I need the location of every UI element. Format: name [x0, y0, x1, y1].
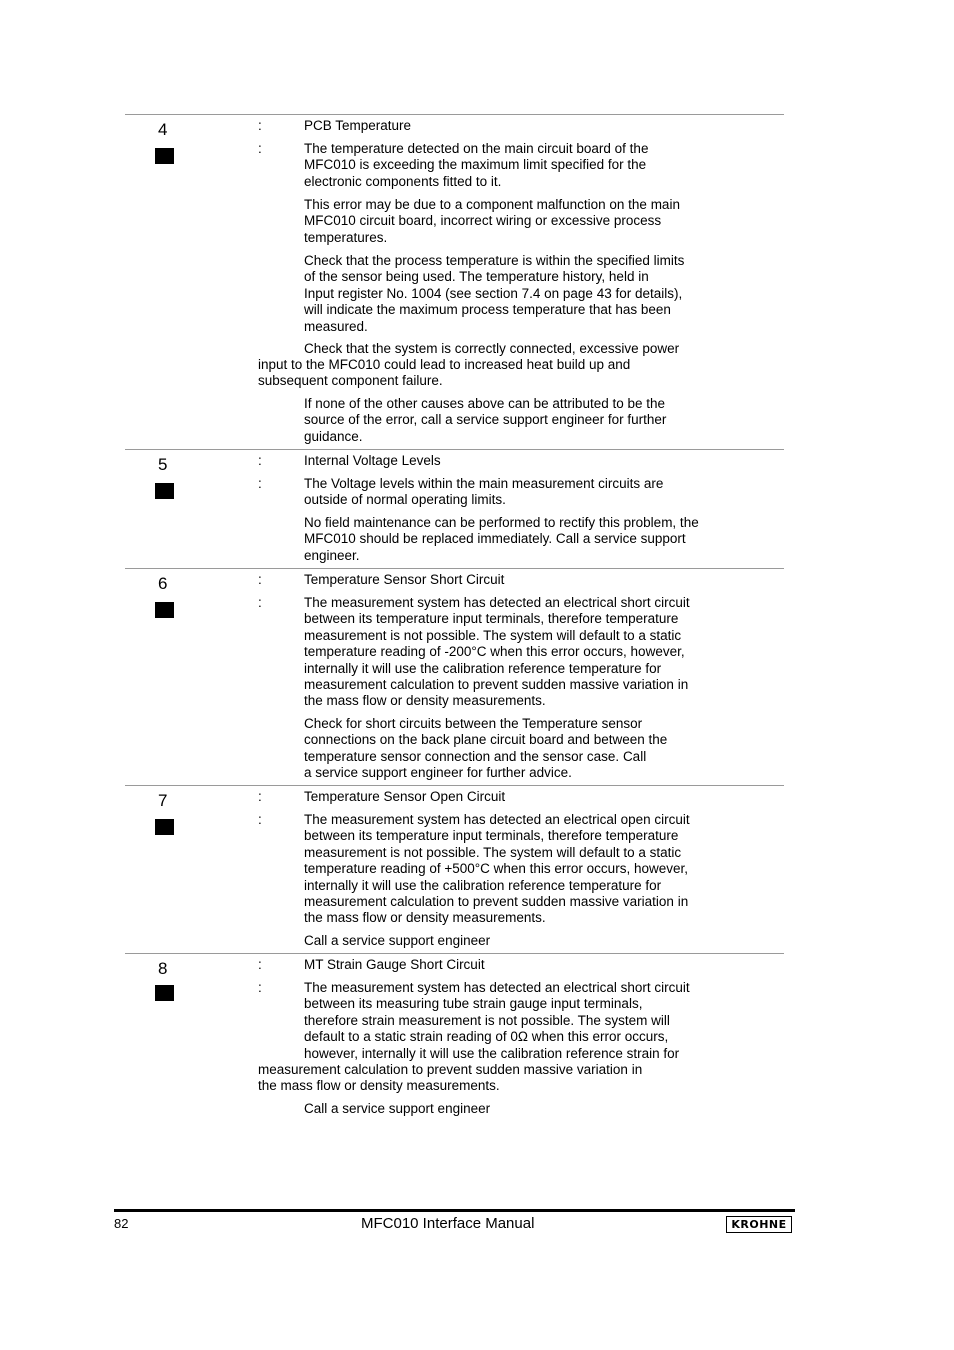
error-title: Temperature Sensor Short Circuit	[304, 572, 505, 587]
error-title: MT Strain Gauge Short Circuit	[304, 957, 485, 972]
manual-title: MFC010 Interface Manual	[361, 1215, 535, 1232]
page-number: 82	[114, 1216, 129, 1231]
error-entry-7	[125, 785, 784, 954]
error-remedy: Call a service support engineer	[304, 933, 491, 948]
error-number: 5	[158, 455, 168, 474]
error-number: 7	[158, 791, 168, 810]
logo-text: KROHNE	[731, 1218, 787, 1231]
error-entry-4	[125, 114, 784, 450]
error-cause: This error may be due to a component malfunction on the main MFC010 circuit board, incorrect wiring or excessive process temperatures.	[304, 197, 680, 245]
title-colon: :	[258, 957, 262, 972]
description-colon: :	[258, 476, 262, 491]
title-colon: :	[258, 789, 262, 804]
error-entry-6	[125, 568, 784, 786]
error-description: The measurement system has detected an electrical short circuit between its temperature input terminals, therefore temperature measurement is not possible. The system will default to a static temperature reading of -200°C when this error occurs, however, internally it will use the calibration reference temperature for measurement calculation to prevent sudden massive variation in the mass flow or density measurements.	[304, 595, 690, 709]
error-indicator-square	[155, 602, 174, 618]
error-description: The Voltage levels within the main measurement circuits are outside of normal operating limits.	[304, 476, 664, 508]
title-colon: :	[258, 118, 262, 133]
error-entry-8	[125, 953, 784, 1134]
error-indicator-square	[155, 483, 174, 499]
error-indicator-square	[155, 148, 174, 164]
error-number: 4	[158, 120, 168, 139]
error-number: 8	[158, 959, 168, 978]
error-indicator-square	[155, 819, 174, 835]
error-description: The measurement system has detected an electrical short circuit between its measuring tube strain gauge input terminals, therefore strain measurement is not possible. The system will default to a static strain reading of 0Ω when this error occurs, however, internally it will use the calibration reference strain for	[304, 980, 690, 1061]
error-number: 6	[158, 574, 168, 593]
error-title: Temperature Sensor Open Circuit	[304, 789, 506, 804]
description-colon: :	[258, 980, 262, 995]
error-description: The temperature detected on the main circuit board of the MFC010 is exceeding the maximum limit specified for the electronic components fitted to it.	[304, 141, 649, 189]
error-description-continued: measurement calculation to prevent sudden massive variation in the mass flow or density measurements.	[258, 1062, 643, 1094]
title-colon: :	[258, 453, 262, 468]
error-remedy: No field maintenance can be performed to rectify this problem, the MFC010 should be replaced immediately. Call a service support engineer.	[304, 515, 699, 563]
error-title: Internal Voltage Levels	[304, 453, 441, 468]
description-colon: :	[258, 595, 262, 610]
error-entry-5	[125, 449, 784, 569]
error-remedy: Check for short circuits between the Temperature sensor connections on the back plane circuit board and between the temperature sensor connection and the sensor case. Call a service support engineer for further advice.	[304, 716, 668, 781]
description-colon: :	[258, 812, 262, 827]
error-remedy: Check that the process temperature is within the specified limits of the sensor being used. The temperature history, held in Input register No. 1004 (see section 7.4 on page 43 for details), will indicate the maximum process temperature that has been measured.	[304, 253, 685, 334]
title-colon: :	[258, 572, 262, 587]
error-remedy-first-line: Check that the system is correctly connected, excessive power	[304, 341, 680, 356]
error-description: The measurement system has detected an electrical open circuit between its temperature input terminals, therefore temperature measurement is not possible. The system will default to a static temperature reading of +500°C when this error occurs, however, internally it will use the calibration reference temperature for measurement calculation to prevent sudden massive variation in the mass flow or density measurements.	[304, 812, 690, 926]
error-indicator-square	[155, 985, 174, 1001]
footer-rule	[114, 1209, 795, 1212]
error-escalation: If none of the other causes above can be attributed to be the source of the error, call a service support engineer for further guidance.	[304, 396, 667, 444]
error-remedy-continued: input to the MFC010 could lead to increased heat build up and subsequent component failure.	[258, 357, 631, 389]
error-remedy: Call a service support engineer	[304, 1101, 491, 1116]
krohne-logo	[726, 1216, 792, 1233]
error-title: PCB Temperature	[304, 118, 412, 133]
description-colon: :	[258, 141, 262, 156]
